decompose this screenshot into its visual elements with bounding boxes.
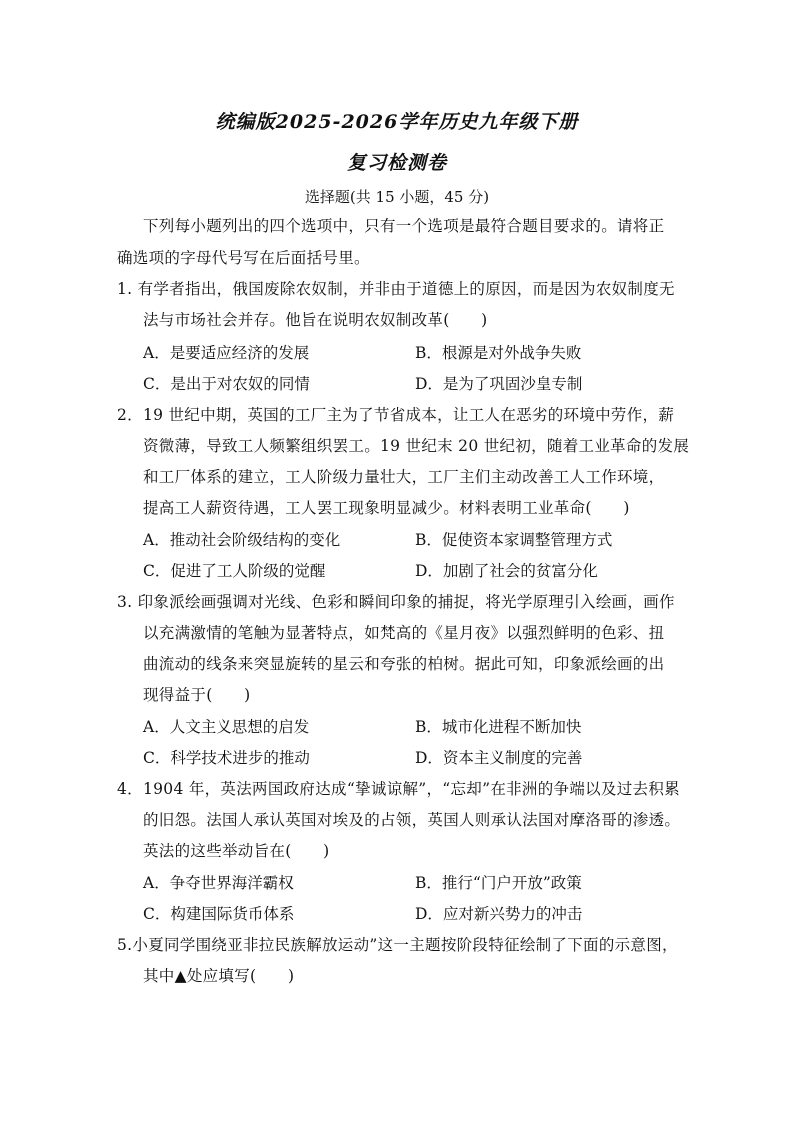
question-3-line-2: 以充满激情的笔触为显著特点，如梵高的《星月夜》以强烈鲜明的色彩、扭 xyxy=(143,624,665,642)
question-1-option-c: C．是出于对农奴的同情 xyxy=(143,375,310,393)
question-5-line-1: 5.小夏同学围绕亚非拉民族解放运动”这一主题按阶段特征绘制了下面的示意图， xyxy=(117,936,678,954)
question-3-option-a: A．人文主义思想的启发 xyxy=(143,718,310,736)
question-1-line-2: 法与市场社会并存。他旨在说明农奴制改革( ) xyxy=(143,311,488,329)
doc-subtitle: 复习检测卷 xyxy=(346,152,447,174)
question-2-line-4: 提高工人薪资待遇，工人罢工现象明显减少。材料表明工业革命( ) xyxy=(143,499,630,517)
question-1-option-b: B．根源是对外战争失败 xyxy=(415,344,582,362)
question-3-line-3: 曲流动的线条来突显旋转的星云和夸张的柏树。据此可知，印象派绘画的出 xyxy=(143,655,665,673)
question-3-option-c: C．科学技术进步的推动 xyxy=(143,749,310,767)
question-3-option-d: D．资本主义制度的完善 xyxy=(415,749,583,767)
question-2-option-d: D．加剧了社会的贫富分化 xyxy=(415,562,598,580)
question-2-option-b: B．促使资本家调整管理方式 xyxy=(415,531,613,549)
question-3-line-1: 3. 印象派绘画强调对光线、色彩和瞬间印象的捕捉，将光学原理引入绘画，画作 xyxy=(117,593,675,611)
question-3-line-4: 现得益于( ) xyxy=(143,686,251,704)
intro-line-2: 确选项的字母代号写在后面括号里。 xyxy=(117,249,370,267)
question-3-option-b: B．城市化进程不断加快 xyxy=(415,718,582,736)
question-4-line-3: 英法的这些举动旨在( ) xyxy=(143,842,330,860)
question-1-option-a: A．是要适应经济的发展 xyxy=(143,344,310,362)
question-4-option-c: C．构建国际货币体系 xyxy=(143,905,295,923)
question-2-option-c: C．促进了工人阶级的觉醒 xyxy=(143,562,326,580)
question-4-line-2: 的旧怨。法国人承认英国对埃及的占领，英国人则承认法国对摩洛哥的渗透。 xyxy=(143,811,681,829)
question-2-line-1: 2．19 世纪中期，英国的工厂主为了节省成本，让工人在恶劣的环境中劳作，薪 xyxy=(117,406,675,424)
question-4-option-d: D．应对新兴势力的冲击 xyxy=(415,905,583,923)
question-5-line-2: 其中▲处应填写( ) xyxy=(143,967,295,985)
doc-title: 统编版2025-2026学年历史九年级下册 xyxy=(215,111,579,133)
question-4-line-1: 4．1904 年，英法两国政府达成“挚诚谅解”，“忘却”在非洲的争端以及过去积累 xyxy=(117,780,680,798)
section-heading: 选择题(共 15 小题，45 分) xyxy=(304,188,490,206)
question-1-option-d: D．是为了巩固沙皇专制 xyxy=(415,375,583,393)
question-2-line-2: 资微薄，导致工人频繁组织罢工。19 世纪末 20 世纪初，随着工业革命的发展 xyxy=(143,437,690,455)
question-2-option-a: A．推动社会阶级结构的变化 xyxy=(143,531,341,549)
intro-line-1: 下列每小题列出的四个选项中，只有一个选项是最符合题目要求的。请将正 xyxy=(143,217,665,235)
question-2-line-3: 和工厂体系的建立，工人阶级力量壮大，工厂主们主动改善工人工作环境， xyxy=(143,468,665,486)
question-1-line-1: 1. 有学者指出，俄国废除农奴制，并非由于道德上的原因，而是因为农奴制度无 xyxy=(117,280,675,298)
question-4-option-b: B．推行“门户开放”政策 xyxy=(415,874,582,892)
question-4-option-a: A．争夺世界海洋霸权 xyxy=(143,874,294,892)
